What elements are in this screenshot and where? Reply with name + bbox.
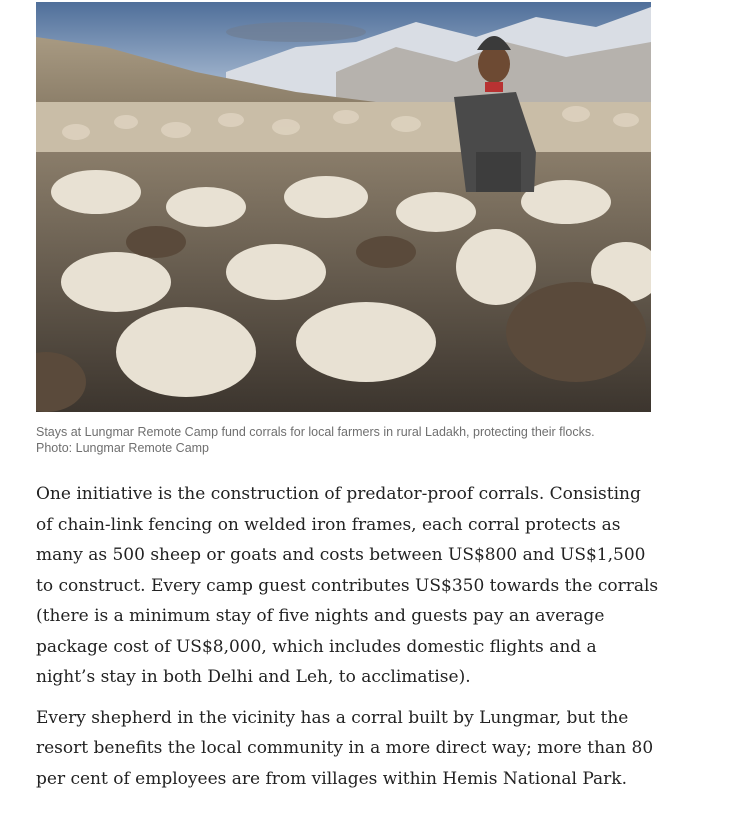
photo-caption	[36, 424, 636, 456]
article	[36, 2, 659, 804]
body-paragraph: Every shepherd in the vicinity has a corral built by Lungmar, but the resort benefits the local community in a more direct way; more than 80 per cent of employees are from villages within Hemis National Park.	[36, 707, 654, 789]
photo-credit: Photo: Lungmar Remote Camp	[36, 441, 210, 455]
article-body	[36, 479, 661, 794]
article-photo	[36, 2, 651, 412]
body-paragraph: One initiative is the construction of predator-proof corrals. Consisting of chain-link fencing on welded iron frames, each corral protects as many as 500 sheep or goats and costs between US$800 and US$1,500 to construct. Every camp guest contributes US$350 towards the corrals (there is a minimum stay of five nights and guests pay an average package cost of US$8,000, which includes domestic flights and a night’s stay in both Delhi and Leh, to acclimatise).	[36, 484, 659, 687]
caption-text: Stays at Lungmar Remote Camp fund corrals for local farmers in rural Ladakh, protecting their flocks.	[36, 425, 595, 439]
